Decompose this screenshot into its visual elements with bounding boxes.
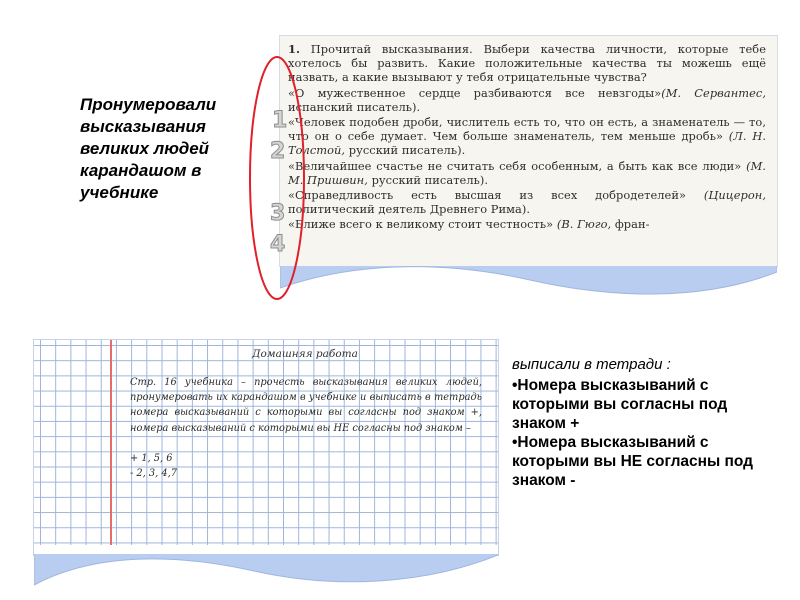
homework-assignment: Стр. 16 учебника – прочесть высказывания великих людей, пронумеровать их карандашом в учебнике и выписать в тетрадь номера высказываний с которыми вы согласны под знаком +, номера высказываний с которыми вы НЕ согласны под знаком – — [130, 377, 482, 434]
left-caption-line-2: высказывания — [80, 117, 206, 136]
pencil-number-3: 3 — [270, 201, 286, 226]
margin-line — [110, 340, 112, 555]
quote-4-author: (Цицерон, — [686, 188, 766, 203]
quote-1-author: (М. Сервантес, — [661, 85, 766, 100]
right-caption — [512, 356, 782, 490]
task-number: 1. — [288, 42, 300, 56]
quote-5-author: (В. Гюго, — [553, 217, 612, 232]
pencil-number-2: 2 — [270, 139, 286, 164]
quote-1 — [288, 86, 766, 114]
quote-4-note: политический деятель Древнего Рима). — [288, 202, 531, 217]
textbook-page — [280, 36, 777, 266]
quote-2-note: русский писатель). — [345, 143, 466, 158]
left-caption-line-4: карандашом в — [80, 161, 202, 180]
notebook-page — [34, 340, 498, 594]
homework-text — [130, 375, 482, 481]
quote-3-text: «Величайшее счастье не считать себя особенным, а быть как все люди» — [288, 158, 742, 173]
quote-4 — [288, 188, 766, 216]
left-caption-line-3: великих людей — [80, 139, 210, 158]
textbook-scan — [280, 36, 777, 302]
quote-3 — [288, 159, 766, 187]
quote-2-text: «Человек подобен дроби, числитель есть то, что он есть, а знаменатель — то, что он о себе думает. Чем больше знаменатель, тем меньше дробь» — [288, 115, 766, 144]
right-caption-item-1: •Номера высказываний с которыми вы согласны под знаком + — [512, 377, 728, 432]
notebook-curl-wave — [34, 545, 498, 594]
task-text: Прочитай высказывания. Выбери качества личности, которые тебе хотелось бы развить. Какие положительные качества ты можешь ещё назвать, а какие вызывают у тебя отрицательные чувства? — [288, 42, 767, 85]
quote-5 — [288, 217, 766, 231]
right-caption-item-2: •Номера высказываний с которыми вы НЕ согласны под знаком - — [512, 434, 754, 489]
pencil-number-1: 1 — [272, 108, 288, 133]
left-caption-line-1: Пронумеровали — [80, 95, 217, 114]
quote-5-note: фран- — [611, 217, 650, 232]
quote-4-text: «Справедливость есть высшая из всех добродетелей» — [288, 188, 687, 203]
right-caption-lead: выписали в тетради : — [512, 356, 671, 373]
minus-answer-line: - 2, 3, 4,7 — [130, 468, 177, 480]
quote-1-note: испанский писатель). — [288, 99, 421, 114]
quote-2 — [288, 115, 766, 158]
homework-title: Домашняя работа — [252, 348, 358, 360]
quote-1-text: «О мужественное сердце разбиваются все невзгоды» — [288, 85, 662, 100]
grid-paper — [34, 340, 498, 555]
quote-3-note: русский писатель). — [367, 172, 489, 187]
task-paragraph — [288, 42, 766, 85]
plus-answer-line: + 1, 5, 6 — [130, 453, 173, 464]
left-caption — [80, 94, 270, 204]
quote-3-author: (М. М. Пришвин, — [288, 158, 766, 187]
page-curl-wave — [280, 258, 777, 302]
quote-2-author: (Л. Н. Толстой, — [288, 129, 766, 158]
pencil-number-4: 4 — [270, 232, 286, 257]
textbook-text — [288, 42, 766, 233]
left-caption-line-5: учебнике — [80, 183, 159, 202]
quote-5-text: «Ближе всего к великому стоит честность» — [288, 217, 554, 232]
